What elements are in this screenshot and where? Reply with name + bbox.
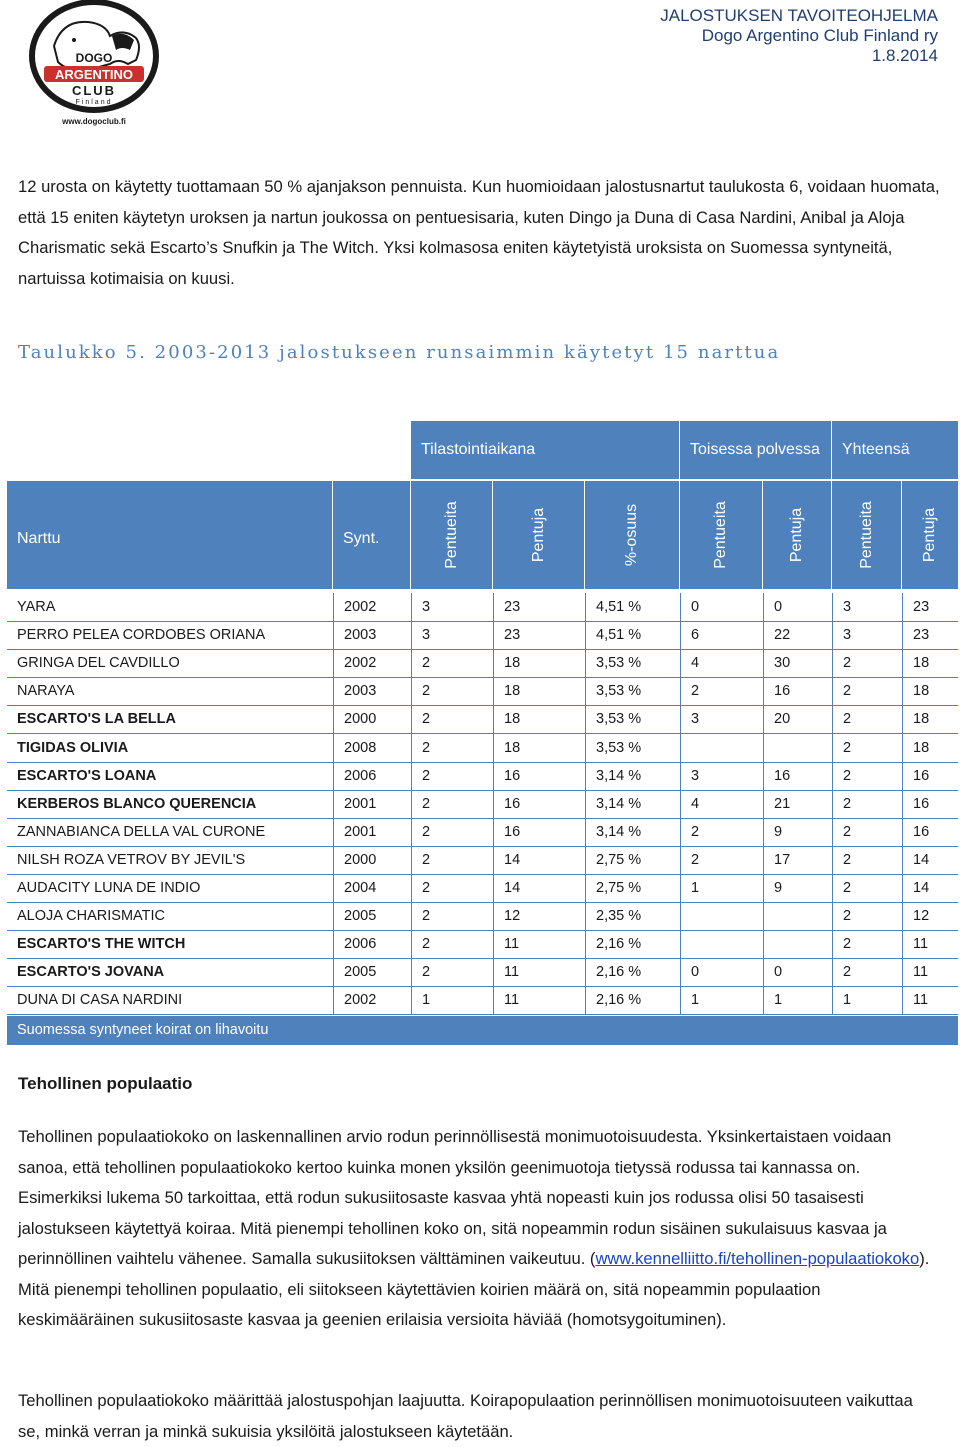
cell-total-pups: 14 bbox=[902, 874, 958, 902]
cell-year: 2003 bbox=[333, 621, 411, 649]
cell-pups: 23 bbox=[493, 621, 585, 649]
cell-gen2-litters bbox=[680, 734, 763, 762]
cell-pups: 18 bbox=[493, 677, 585, 705]
cell-year: 2002 bbox=[333, 649, 411, 677]
section-paragraph-2: Tehollinen populaatiokoko määrittää jalostuspohjan laajuutta. Koirapopulaation perinnöllisen monimuotoisuuteen vaikuttaa se, minkä verran ja minkä sukuisia yksilöitä jalostukseen käytetään. bbox=[18, 1391, 913, 1441]
group-header-second-gen: Toisessa polvessa bbox=[680, 421, 831, 479]
cell-share: 4,51 % bbox=[585, 593, 680, 621]
cell-share: 3,14 % bbox=[585, 762, 680, 790]
cell-gen2-litters: 4 bbox=[680, 649, 763, 677]
cell-share: 2,16 % bbox=[585, 958, 680, 986]
cell-pups: 14 bbox=[493, 874, 585, 902]
cell-total-litters: 2 bbox=[832, 902, 902, 930]
cell-gen2-pups: 16 bbox=[763, 677, 832, 705]
cell-gen2-litters: 6 bbox=[680, 621, 763, 649]
col-header-year: Synt. bbox=[333, 481, 410, 589]
cell-year: 2003 bbox=[333, 677, 411, 705]
table-row bbox=[7, 818, 958, 846]
cell-total-pups: 23 bbox=[902, 621, 958, 649]
logo-dogo-text: DOGO bbox=[75, 51, 113, 65]
cell-pups: 14 bbox=[493, 846, 585, 874]
cell-total-pups: 16 bbox=[902, 818, 958, 846]
cell-pups: 11 bbox=[493, 958, 585, 986]
col-header-litters: Pentueita bbox=[411, 481, 492, 589]
col-header-total-litters: Pentueita bbox=[832, 481, 901, 589]
cell-pups: 23 bbox=[493, 593, 585, 621]
cell-year: 2005 bbox=[333, 902, 411, 930]
cell-share: 2,16 % bbox=[585, 930, 680, 958]
cell-total-litters: 2 bbox=[832, 649, 902, 677]
cell-name: TIGIDAS OLIVIA bbox=[17, 740, 129, 756]
logo-finland-text: Finland bbox=[75, 99, 113, 106]
cell-name: ALOJA CHARISMATIC bbox=[17, 908, 165, 924]
cell-year: 2002 bbox=[333, 986, 411, 1014]
cell-pups: 12 bbox=[493, 902, 585, 930]
cell-total-pups: 16 bbox=[902, 790, 958, 818]
cell-gen2-litters: 0 bbox=[680, 593, 763, 621]
cell-name: DUNA DI CASA NARDINI bbox=[17, 992, 183, 1008]
cell-share: 3,14 % bbox=[585, 818, 680, 846]
cell-gen2-pups: 0 bbox=[763, 958, 832, 986]
cell-gen2-litters: 2 bbox=[680, 818, 763, 846]
cell-share: 3,53 % bbox=[585, 649, 680, 677]
table-row bbox=[7, 734, 958, 762]
paragraph-1-text: Tehollinen populaatiokoko on laskennallinen arvio rodun perinnöllisestä monimuotoisuudesta. Yksinkertaistaen voidaan sanoa, että tehollinen populaatiokoko kertoo kuinka monen yksilön geenimuotoja tietyssä rodussa tai kannassa on. Esimerkiksi lukema 50 tarkoittaa, että rodun sukusiitosaste kasvaa yhtä nopeasti kuin jos rodussa olisi 50 tasaisesti jalostukseen käytettyä koiraa. Mitä pienempi tehollinen koko on, sitä nopeammin rodun sisäinen sukulaisuus kasvaa ja perinnöllinen vaihtelu vähenee. Samalla sukusiitoksen välttäminen vaikeutuu. ( bbox=[18, 1127, 892, 1268]
header-title: JALOSTUKSEN TAVOITEOHJELMA bbox=[660, 6, 938, 25]
cell-pups: 18 bbox=[493, 649, 585, 677]
cell-name: KERBEROS BLANCO QUERENCIA bbox=[17, 796, 257, 812]
cell-gen2-pups: 9 bbox=[763, 818, 832, 846]
cell-pups: 16 bbox=[493, 762, 585, 790]
cell-total-pups: 11 bbox=[902, 930, 958, 958]
col-header-gen2-litters: Pentueita bbox=[680, 481, 762, 589]
cell-year: 2000 bbox=[333, 705, 411, 733]
cell-total-pups: 18 bbox=[902, 734, 958, 762]
table-row bbox=[7, 621, 958, 649]
cell-litters: 2 bbox=[411, 705, 493, 733]
cell-name: ESCARTO'S LOANA bbox=[17, 768, 157, 784]
cell-gen2-litters: 1 bbox=[680, 986, 763, 1014]
table-row bbox=[7, 902, 958, 930]
cell-name: AUDACITY LUNA DE INDIO bbox=[17, 880, 201, 896]
cell-total-litters: 2 bbox=[832, 818, 902, 846]
cell-total-pups: 11 bbox=[902, 986, 958, 1014]
cell-share: 2,75 % bbox=[585, 846, 680, 874]
cell-share: 2,16 % bbox=[585, 986, 680, 1014]
cell-pups: 18 bbox=[493, 705, 585, 733]
cell-total-litters: 3 bbox=[832, 621, 902, 649]
cell-gen2-pups: 16 bbox=[763, 762, 832, 790]
table-row bbox=[7, 593, 958, 621]
cell-pups: 11 bbox=[493, 930, 585, 958]
cell-gen2-pups: 9 bbox=[763, 874, 832, 902]
intro-paragraph: 12 urosta on käytetty tuottamaan 50 % ajanjakson pennuista. Kun huomioidaan jalostusnartut taulukosta 6, voidaan huomata, että 15 eniten käytetyn uroksen ja nartun joukossa on pentuesisaria, kuten Dingo ja Duna di Casa Nardini, Anibal ja Aloja Charismatic sekä Escarto’s Snufkin ja The Witch. Yksi kolmasosa eniten käytetyistä uroksista on Suomessa syntyneitä, nartuissa kotimaisia on kuusi. bbox=[18, 177, 940, 288]
cell-name: ESCARTO'S THE WITCH bbox=[17, 936, 186, 952]
cell-gen2-litters bbox=[680, 930, 763, 958]
cell-total-litters: 3 bbox=[832, 593, 902, 621]
cell-gen2-litters: 4 bbox=[680, 790, 763, 818]
cell-litters: 2 bbox=[411, 790, 493, 818]
cell-gen2-litters: 2 bbox=[680, 846, 763, 874]
cell-gen2-litters bbox=[680, 902, 763, 930]
cell-name: ESCARTO'S LA BELLA bbox=[17, 711, 176, 727]
cell-gen2-pups: 17 bbox=[763, 846, 832, 874]
cell-total-litters: 2 bbox=[832, 790, 902, 818]
table-row bbox=[7, 986, 958, 1014]
cell-total-litters: 2 bbox=[832, 734, 902, 762]
header-org: Dogo Argentino Club Finland ry bbox=[701, 26, 938, 45]
table-row bbox=[7, 762, 958, 790]
cell-share: 3,14 % bbox=[585, 790, 680, 818]
cell-year: 2006 bbox=[333, 930, 411, 958]
cell-total-pups: 12 bbox=[902, 902, 958, 930]
cell-year: 2001 bbox=[333, 818, 411, 846]
cell-gen2-pups bbox=[763, 930, 832, 958]
cell-total-pups: 18 bbox=[902, 649, 958, 677]
cell-litters: 2 bbox=[411, 677, 493, 705]
club-logo bbox=[24, 0, 164, 130]
cell-gen2-pups bbox=[763, 734, 832, 762]
cell-total-litters: 2 bbox=[832, 958, 902, 986]
cell-share: 3,53 % bbox=[585, 734, 680, 762]
cell-pups: 16 bbox=[493, 818, 585, 846]
table-row bbox=[7, 846, 958, 874]
cell-gen2-pups: 22 bbox=[763, 621, 832, 649]
cell-total-litters: 1 bbox=[832, 986, 902, 1014]
section-title: Tehollinen populaatio bbox=[18, 1074, 193, 1093]
table-row bbox=[7, 930, 958, 958]
cell-year: 2000 bbox=[333, 846, 411, 874]
table-row bbox=[7, 649, 958, 677]
cell-litters: 2 bbox=[411, 649, 493, 677]
cell-total-pups: 14 bbox=[902, 846, 958, 874]
col-header-name: Narttu bbox=[7, 481, 332, 589]
col-header-total-pups: Pentuja bbox=[902, 481, 958, 589]
cell-pups: 11 bbox=[493, 986, 585, 1014]
cell-name: PERRO PELEA CORDOBES ORIANA bbox=[17, 627, 266, 643]
cell-litters: 2 bbox=[411, 818, 493, 846]
cell-litters: 3 bbox=[411, 593, 493, 621]
paragraph-1-text-end: ). Mitä pienempi tehollinen populaatio, eli siitokseen käytettävien koirien määrä on, sitä nopeammin populaation keskimääräinen sukusiitosaste kasvaa ja geenien erilaisia versioita häviää (homotsygoituminen). bbox=[18, 1249, 930, 1329]
cell-pups: 16 bbox=[493, 790, 585, 818]
logo-url-text: www.dogoclub.fi bbox=[62, 117, 126, 126]
cell-pups: 18 bbox=[493, 734, 585, 762]
cell-total-pups: 18 bbox=[902, 677, 958, 705]
cell-gen2-pups: 1 bbox=[763, 986, 832, 1014]
col-header-gen2-pups: Pentuja bbox=[763, 481, 831, 589]
cell-share: 3,53 % bbox=[585, 705, 680, 733]
row-divider bbox=[7, 1014, 958, 1015]
cell-year: 2006 bbox=[333, 762, 411, 790]
cell-litters: 2 bbox=[411, 902, 493, 930]
header-date: 1.8.2014 bbox=[871, 46, 938, 65]
cell-year: 2001 bbox=[333, 790, 411, 818]
cell-gen2-pups: 21 bbox=[763, 790, 832, 818]
cell-gen2-pups: 30 bbox=[763, 649, 832, 677]
cell-year: 2004 bbox=[333, 874, 411, 902]
cell-total-pups: 23 bbox=[902, 593, 958, 621]
cell-litters: 3 bbox=[411, 621, 493, 649]
table-row bbox=[7, 874, 958, 902]
table-footnote: Suomessa syntyneet koirat on lihavoitu bbox=[7, 1016, 958, 1045]
cell-share: 2,35 % bbox=[585, 902, 680, 930]
cell-total-pups: 16 bbox=[902, 762, 958, 790]
table-row bbox=[7, 677, 958, 705]
col-header-pups: Pentuja bbox=[493, 481, 584, 589]
cell-total-pups: 11 bbox=[902, 958, 958, 986]
kennelliitto-link[interactable]: www.kennelliitto.fi/tehollinen-populaatiokoko bbox=[595, 1249, 920, 1268]
cell-litters: 2 bbox=[411, 846, 493, 874]
cell-share: 2,75 % bbox=[585, 874, 680, 902]
cell-name: YARA bbox=[17, 599, 56, 615]
cell-gen2-litters: 3 bbox=[680, 762, 763, 790]
cell-gen2-litters: 1 bbox=[680, 874, 763, 902]
cell-year: 2005 bbox=[333, 958, 411, 986]
cell-litters: 2 bbox=[411, 874, 493, 902]
cell-name: ZANNABIANCA DELLA VAL CURONE bbox=[17, 824, 266, 840]
cell-gen2-pups: 20 bbox=[763, 705, 832, 733]
cell-name: NARAYA bbox=[17, 683, 75, 699]
cell-total-litters: 2 bbox=[832, 677, 902, 705]
cell-gen2-litters: 3 bbox=[680, 705, 763, 733]
cell-total-pups: 18 bbox=[902, 705, 958, 733]
logo-argentino-text: ARGENTINO bbox=[55, 67, 133, 82]
cell-gen2-litters: 2 bbox=[680, 677, 763, 705]
cell-year: 2002 bbox=[333, 593, 411, 621]
group-header-stats: Tilastointiaikana bbox=[411, 421, 679, 479]
table-row bbox=[7, 705, 958, 733]
table-row bbox=[7, 790, 958, 818]
cell-litters: 2 bbox=[411, 762, 493, 790]
cell-gen2-pups bbox=[763, 902, 832, 930]
cell-total-litters: 2 bbox=[832, 846, 902, 874]
section-paragraph-1 bbox=[18, 1122, 930, 1336]
cell-litters: 2 bbox=[411, 930, 493, 958]
cell-total-litters: 2 bbox=[832, 930, 902, 958]
cell-gen2-pups: 0 bbox=[763, 593, 832, 621]
cell-name: ESCARTO'S JOVANA bbox=[17, 964, 165, 980]
cell-share: 3,53 % bbox=[585, 677, 680, 705]
group-header-total: Yhteensä bbox=[832, 421, 958, 479]
document-header bbox=[660, 6, 938, 66]
cell-total-litters: 2 bbox=[832, 874, 902, 902]
col-header-share: %-osuus bbox=[585, 481, 679, 589]
cell-name: GRINGA DEL CAVDILLO bbox=[17, 655, 180, 671]
table-caption: Taulukko 5. 2003-2013 jalostukseen runsaimmin käytetyt 15 narttua bbox=[18, 342, 781, 363]
cell-year: 2008 bbox=[333, 734, 411, 762]
cell-litters: 1 bbox=[411, 986, 493, 1014]
cell-litters: 2 bbox=[411, 734, 493, 762]
logo-club-text: CLUB bbox=[71, 83, 117, 98]
cell-name: NILSH ROZA VETROV BY JEVIL'S bbox=[17, 852, 246, 868]
cell-share: 4,51 % bbox=[585, 621, 680, 649]
cell-total-litters: 2 bbox=[832, 705, 902, 733]
cell-litters: 2 bbox=[411, 958, 493, 986]
table-row bbox=[7, 958, 958, 986]
cell-total-litters: 2 bbox=[832, 762, 902, 790]
cell-gen2-litters: 0 bbox=[680, 958, 763, 986]
